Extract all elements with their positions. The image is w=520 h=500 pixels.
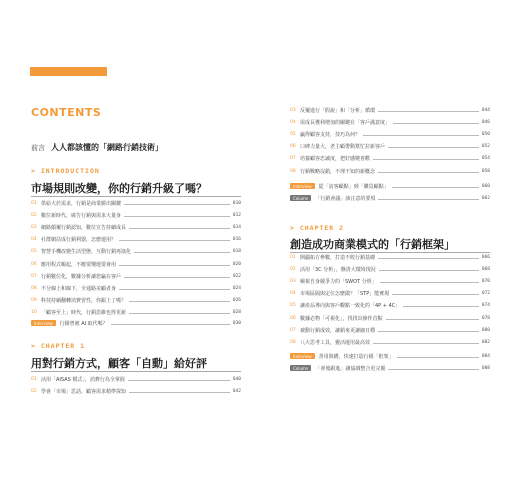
toc-leader: [128, 380, 230, 381]
preface-label: 前言: [31, 144, 45, 152]
toc-text: 贏得顧客支持，技巧為何？: [300, 131, 361, 138]
toc-page: 042: [232, 388, 241, 394]
toc-leader: [124, 277, 230, 278]
toc-row[interactable]: [290, 275, 490, 287]
chapter1-title: 用對行銷方式，顧客「自動」給好評: [31, 357, 207, 370]
toc-text: 市場區隔與定位怎麼做？「STP」能實現: [300, 291, 390, 298]
toc-page: 024: [232, 285, 241, 291]
toc-number: 03: [290, 107, 296, 113]
toc-number: 06: [290, 315, 296, 321]
toc-text: 被動行銷成效，讓銷來更讓細且穩: [300, 327, 376, 334]
toc-leader: [363, 135, 479, 136]
toc-number: 06: [31, 261, 37, 267]
toc-tag: Column: [290, 365, 311, 371]
toc-leader: [380, 282, 479, 283]
preface-title: 人人都該懂的「網路行銷技術」: [51, 143, 163, 152]
toc-number: 05: [290, 131, 296, 137]
toc-leader: [392, 294, 479, 295]
toc-leader: [378, 258, 479, 259]
toc-row[interactable]: [31, 246, 241, 258]
toc-page: 020: [232, 261, 241, 267]
toc-row[interactable]: [290, 165, 490, 177]
toc-page: 082: [481, 339, 490, 345]
toc-text: 數位新時代，廣告行銷與需求大量身: [41, 212, 122, 219]
toc-row[interactable]: [290, 336, 490, 348]
toc-leader: [111, 324, 230, 325]
toc-text: 科技持續翻轉消費習性，你跟上了嗎？: [41, 298, 127, 305]
toc-text: 數據必物「可視化」，找找出操作首點: [300, 315, 383, 322]
intro-title: 市場規則改變，你的行銷升級了嗎？: [31, 182, 207, 195]
toc-row[interactable]: [31, 373, 241, 385]
chapter2-label: > CHAPTER 2: [290, 224, 345, 232]
toc-leader: [388, 147, 479, 148]
toc-number: 02: [290, 266, 296, 272]
toc-page: 058: [481, 168, 490, 174]
toc-leader: [119, 265, 230, 266]
toc-leader: [403, 306, 479, 307]
toc-text: 檢視自身競爭力的「SWOT 分析」: [300, 278, 377, 285]
chapter1-list: [31, 373, 241, 397]
preface: [31, 142, 163, 153]
chapter1-rule: [31, 371, 241, 372]
contents-title: CONTENTS: [31, 106, 102, 119]
toc-text: 「會後跟進」讓協調整合更完備: [315, 365, 386, 372]
toc-row[interactable]: [290, 104, 490, 116]
toc-text: 行銷數位化，數據分析讓您贏在客戶: [41, 273, 122, 280]
toc-row[interactable]: [290, 324, 490, 336]
toc-number: 02: [31, 388, 37, 394]
toc-text: 網路顛覆行銷認知，數位宣告持續成長: [41, 224, 127, 231]
toc-page: 066: [481, 254, 490, 260]
toc-tag: Interview: [31, 320, 56, 326]
toc-page: 030: [232, 320, 241, 326]
toc-page: 072: [481, 291, 490, 297]
right-top-list: [290, 104, 490, 177]
toc-tag: Interview: [290, 183, 315, 189]
toc-leader: [386, 319, 479, 320]
toc-number: 01: [290, 254, 296, 260]
toc-leader: [388, 369, 479, 370]
right-top-extras: [290, 180, 490, 204]
toc-text: 需成長獲利增加的關鍵在「客戶滿意度」: [300, 119, 391, 126]
toc-text: 培養顧客忠誠度，把好感變喜歡: [300, 156, 371, 163]
toc-text: 開疆拓方參數，打造不敗行銷基礎: [300, 254, 376, 261]
toc-number: 04: [31, 237, 37, 243]
toc-leader: [378, 199, 479, 200]
toc-page: 050: [481, 131, 490, 137]
toc-text: 善用與構，快速打造行銷「框架」: [318, 353, 394, 360]
toc-page: 012: [232, 212, 241, 218]
toc-text: 口碑力量大，老主顧帶動幫忙拉新客戶: [300, 144, 386, 151]
toc-page: 022: [232, 273, 241, 279]
toc-extra-row[interactable]: [290, 192, 490, 204]
chapter2-list: [290, 251, 490, 349]
toc-row[interactable]: [290, 153, 490, 165]
intro-label: > INTRODUCTION: [31, 167, 100, 175]
toc-page: 080: [481, 327, 490, 333]
toc-text: 八大思考工具，靈活運用最高效: [300, 339, 371, 346]
toc-text: 活用「3C 分析」，盤清大環境現況: [300, 266, 376, 273]
toc-text: 學會「市場」思話，顧客需求精準探知: [41, 388, 127, 395]
toc-page: 074: [481, 303, 490, 309]
toc-page: 088: [481, 365, 490, 371]
toc-extra-row[interactable]: [290, 362, 490, 374]
toc-leader: [397, 357, 479, 358]
toc-number: 05: [31, 249, 37, 255]
toc-text: 讓產品導向與客戶觀點一致化的「4P + 4C」: [300, 303, 401, 310]
toc-number: 08: [290, 168, 296, 174]
toc-text: 供給大於需求，行銷是商業勝出關鍵: [41, 200, 122, 207]
toc-text: 「顧客至上」時代，行銷思維也得更新: [41, 310, 127, 317]
toc-page: 010: [232, 200, 241, 206]
toc-number: 09: [31, 298, 37, 304]
toc-leader: [393, 123, 479, 124]
toc-text: 社群網站成行銷利器，怎麼運用？: [41, 237, 117, 244]
toc-row[interactable]: [31, 282, 241, 294]
toc-number: 07: [290, 327, 296, 333]
toc-row[interactable]: [290, 141, 490, 153]
toc-page: 028: [232, 310, 241, 316]
toc-text: 行銷戰略沒錯，不理不知的新概念: [300, 168, 376, 175]
toc-page: 018: [232, 249, 241, 255]
toc-number: 03: [31, 224, 37, 230]
toc-page: 014: [232, 224, 241, 230]
toc-extra-row[interactable]: [31, 317, 241, 329]
toc-leader: [373, 159, 479, 160]
toc-row[interactable]: [31, 385, 241, 397]
toc-text: 反覆進行「假說」和「分析」循環: [300, 107, 376, 114]
toc-text: 應用程式崛起，不應要懂運要會用: [41, 261, 117, 268]
toc-page: 054: [481, 156, 490, 162]
toc-number: 08: [31, 285, 37, 291]
toc-row[interactable]: [31, 209, 241, 221]
toc-text: 活用「AISAS 模式」，消費行為全掌握: [41, 376, 125, 383]
chapter1-label: > CHAPTER 1: [31, 342, 86, 350]
toc-row[interactable]: [290, 128, 490, 140]
toc-number: 02: [31, 212, 37, 218]
toc-number: 01: [31, 376, 37, 382]
toc-page: 060: [481, 183, 490, 189]
toc-row[interactable]: [290, 288, 490, 300]
toc-text: 不分線上和線下，全通路美顧者身: [41, 285, 117, 292]
intro-interview: [31, 317, 241, 329]
toc-leader: [119, 240, 230, 241]
chapter2-extras: [290, 350, 490, 374]
intro-list: [31, 197, 241, 319]
toc-number: 04: [290, 291, 296, 297]
toc-row[interactable]: [31, 221, 241, 233]
toc-page: 040: [232, 376, 241, 382]
toc-row[interactable]: [290, 263, 490, 275]
toc-leader: [124, 204, 230, 205]
toc-leader: [378, 172, 479, 173]
toc-text: 智慧手機改變生活型態，互動行銷再演化: [41, 249, 132, 256]
toc-leader: [119, 289, 230, 290]
toc-number: 05: [290, 303, 296, 309]
toc-number: 03: [290, 278, 296, 284]
toc-page: 044: [481, 107, 490, 113]
toc-page: 068: [481, 266, 490, 272]
toc-page: 026: [232, 298, 241, 304]
header-accent-bar: [30, 67, 107, 76]
toc-tag: Interview: [290, 353, 315, 359]
toc-text: 行銷曾被 AI 取代嗎？: [59, 320, 108, 327]
toc-extra-row[interactable]: [290, 350, 490, 362]
chapter2-title: 創造成功商業模式的「行銷框架」: [290, 238, 455, 251]
toc-extra-row[interactable]: [290, 180, 490, 192]
toc-page: 070: [481, 278, 490, 284]
toc-page: 052: [481, 144, 490, 150]
toc-row[interactable]: [31, 234, 241, 246]
toc-leader: [378, 331, 479, 332]
toc-number: 10: [31, 310, 37, 316]
toc-leader: [134, 252, 230, 253]
toc-leader: [392, 187, 479, 188]
toc-row[interactable]: [290, 251, 490, 263]
toc-leader: [129, 301, 230, 302]
toc-number: 06: [290, 144, 296, 150]
toc-page: 084: [481, 353, 490, 359]
toc-number: 01: [31, 200, 37, 206]
toc-text: 從「訪客顧點」到「購買顧點」: [318, 183, 389, 190]
toc-leader: [379, 270, 479, 271]
toc-number: 04: [290, 119, 296, 125]
toc-number: 07: [31, 273, 37, 279]
toc-leader: [129, 228, 230, 229]
toc-row[interactable]: [290, 300, 490, 312]
toc-page: 062: [481, 195, 490, 201]
toc-row[interactable]: [31, 258, 241, 270]
toc-page: 016: [232, 237, 241, 243]
toc-row[interactable]: [31, 295, 241, 307]
toc-leader: [124, 216, 230, 217]
toc-leader: [129, 392, 230, 393]
toc-row[interactable]: [290, 312, 490, 324]
toc-number: 07: [290, 156, 296, 162]
toc-row[interactable]: [31, 270, 241, 282]
toc-tag: Column: [290, 195, 311, 201]
toc-leader: [373, 343, 479, 344]
toc-page: 078: [481, 315, 490, 321]
toc-text: 「行銷會議」該注意的要項: [315, 195, 376, 202]
toc-leader: [378, 111, 479, 112]
toc-page: 046: [481, 119, 490, 125]
toc-row[interactable]: [31, 197, 241, 209]
toc-number: 08: [290, 339, 296, 345]
toc-row[interactable]: [290, 116, 490, 128]
toc-leader: [129, 313, 230, 314]
